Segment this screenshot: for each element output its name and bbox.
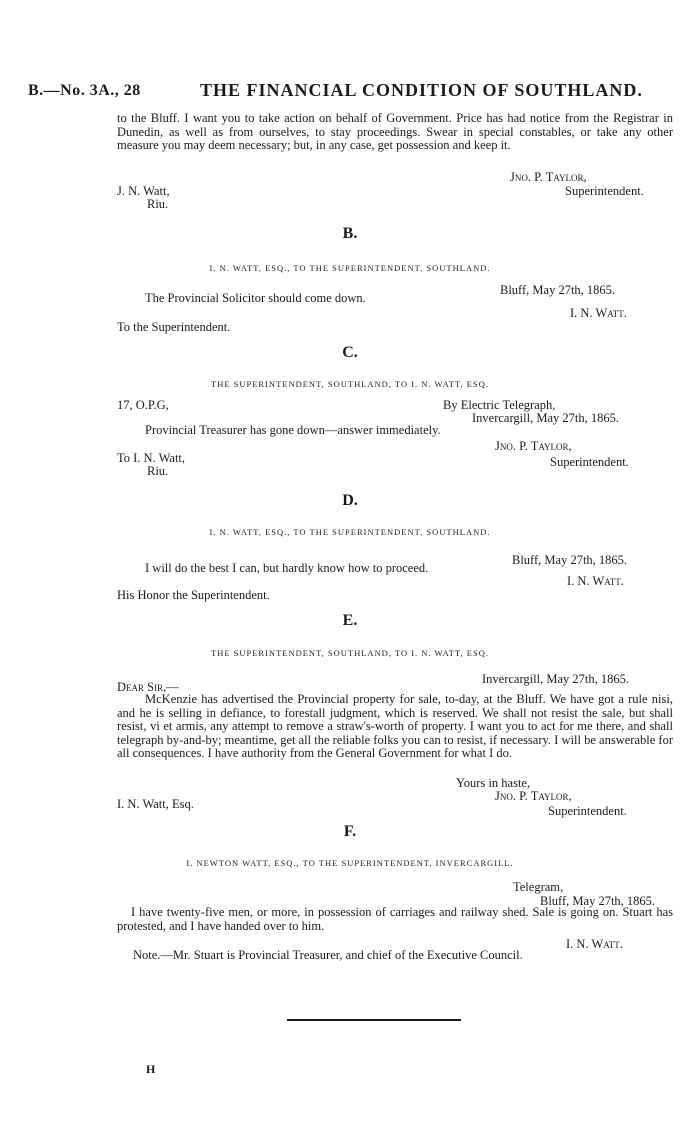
section-e-letter: E. — [342, 612, 358, 629]
section-e-body-block — [117, 693, 673, 761]
signature-mark: H — [146, 1062, 156, 1076]
section-f-heading: I. NEWTON WATT, ESQ., TO THE SUPERINTENDENT, INVERCARGILL. — [186, 858, 514, 868]
section-c-body: Provincial Treasurer has gone down—answer immediately. — [145, 423, 441, 437]
section-b-signer: I. N. Watt. — [570, 306, 627, 320]
section-b-heading: I. N. WATT, ESQ., TO THE SUPERINTENDENT, SOUTHLAND. — [209, 263, 491, 273]
section-e-signer: Jno. P. Taylor, — [495, 789, 572, 803]
intro-section — [117, 112, 673, 153]
section-c-to: To I. N. Watt, — [117, 451, 186, 465]
section-d-body: I will do the best I can, but hardly know how to proceed. — [145, 561, 429, 575]
section-b-letter: B. — [342, 225, 358, 242]
intro-signer: Jno. P. Taylor, — [510, 170, 587, 184]
intro-addressee: J. N. Watt, — [117, 184, 170, 198]
section-c-to-place: Riu. — [147, 464, 169, 478]
section-f-signer: I. N. Watt. — [566, 937, 623, 951]
section-b-dateline: Bluff, May 27th, 1865. — [500, 283, 616, 297]
section-f-dateline: Bluff, May 27th, 1865. — [540, 894, 656, 908]
section-f-note: Note.—Mr. Stuart is Provincial Treasurer, and chief of the Executive Council. — [133, 948, 523, 962]
section-c-dateline: Invercargill, May 27th, 1865. — [472, 411, 619, 425]
section-d-to: His Honor the Superintendent. — [117, 588, 270, 602]
section-d-heading: I. N. WATT, ESQ., TO THE SUPERINTENDENT, SOUTHLAND. — [209, 527, 491, 537]
section-b-body: The Provincial Solicitor should come down. — [145, 291, 366, 305]
intro-signer-title: Superintendent. — [565, 184, 644, 198]
closing-rule — [287, 1019, 461, 1021]
document-reference: B.—No. 3A., 28 — [28, 82, 141, 99]
section-d-letter: D. — [342, 492, 358, 509]
section-c-signer: Jno. P. Taylor, — [495, 439, 572, 453]
section-e-to: I. N. Watt, Esq. — [117, 797, 194, 811]
section-e-signer-title: Superintendent. — [548, 804, 627, 818]
section-e-body: McKenzie has advertised the Provincial property for sale, to-day, at the Bluff. We have got a rule nisi, and he is selling in defiance, to forestall judgment, which is reserved. We shall not resist the sale, but shall resist, vi et armis, any attempt to remove a straw's-worth of property. I want you to act for me there, and shall telegraph by-and-by; meantime, get all the reliable folks you can to resist, if necessary. I will be answerable for all consequences. I have authority from the General Government for what I do. — [117, 692, 673, 760]
section-f-letter: F. — [343, 823, 357, 840]
section-b-to: To the Superintendent. — [117, 320, 231, 334]
section-c-ref: 17, O.P.G, — [117, 398, 169, 412]
section-c-via: By Electric Telegraph, — [443, 398, 556, 412]
section-e-salutation: Dear Sir,— — [117, 680, 179, 694]
page-title: THE FINANCIAL CONDITION OF SOUTHLAND. — [200, 80, 643, 100]
intro-paragraph: to the Bluff. I want you to take action on behalf of Government. Price has had notice from the Registrar in Dunedin, as well as from ourselves, to stay proceedings. Swear in special constables, or take any other measure you may deem necessary; but, in any case, get possession and keep it. — [117, 111, 673, 152]
section-e-closing: Yours in haste, — [456, 776, 531, 790]
section-f-via: Telegram, — [513, 880, 564, 894]
section-c-letter: C. — [342, 344, 358, 361]
section-c-signer-title: Superintendent. — [550, 455, 629, 469]
section-f-body: I have twenty-five men, or more, in possession of carriages and railway shed. Sale is going on. Stuart has protested, and I have handed over to him. — [117, 905, 673, 933]
section-e-dateline: Invercargill, May 27th, 1865. — [482, 672, 629, 686]
intro-addressee-place: Riu. — [147, 197, 169, 211]
section-d-dateline: Bluff, May 27th, 1865. — [512, 553, 628, 567]
section-f-body-block — [117, 906, 673, 933]
section-d-signer: I. N. Watt. — [567, 574, 624, 588]
section-e-heading: THE SUPERINTENDENT, SOUTHLAND, TO I. N. WATT, ESQ. — [211, 648, 489, 658]
section-c-heading: THE SUPERINTENDENT, SOUTHLAND, TO I. N. WATT, ESQ. — [211, 379, 489, 389]
